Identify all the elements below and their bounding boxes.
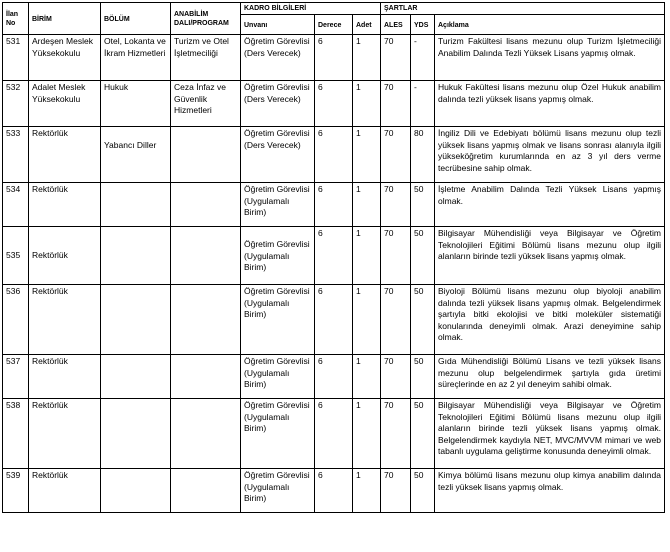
table-row [3,183,665,227]
cell-birim: Rektörlük [29,399,101,469]
cell-derece: 6 [315,81,353,127]
cell-ales: 70 [381,227,411,285]
header-group-row [3,3,665,15]
table-row [3,399,665,469]
cell-unvan: Öğretim Görevlisi (Ders Verecek) [241,35,315,81]
cell-anabilim [171,127,241,183]
header-bolum: BÖLÜM [101,3,171,35]
table-row [3,127,665,183]
header-adet: Adet [353,15,381,35]
cell-ales: 70 [381,355,411,399]
cell-yds: 80 [411,127,435,183]
cell-no: 534 [3,183,29,227]
header-yds: YDS [411,15,435,35]
header-ilan-no: İlan No [3,3,29,35]
cell-anabilim [171,399,241,469]
cell-yds: 50 [411,285,435,355]
cell-derece: 6 [315,355,353,399]
cell-no: 535 [3,227,29,285]
cell-yds: 50 [411,469,435,513]
header-anabilim: ANABİLİM DALI/PROGRAM [171,3,241,35]
cell-derece: 6 [315,183,353,227]
cell-yds: 50 [411,399,435,469]
header-unvani: Unvanı [241,15,315,35]
cell-adet: 1 [353,285,381,355]
cell-no: 532 [3,81,29,127]
cell-ales: 70 [381,127,411,183]
cell-unvan: Öğretim Görevlisi (Ders Verecek) [241,127,315,183]
cell-no: 539 [3,469,29,513]
cell-derece: 6 [315,127,353,183]
cell-derece: 6 [315,469,353,513]
cell-aciklama: Turizm Fakültesi lisans mezunu olup Turizm İşletmeciliği Anabilim Dalında Tezli Yüksek Lisans yapmış olmak. [435,35,665,81]
cell-adet: 1 [353,127,381,183]
cell-yds: - [411,81,435,127]
cell-birim: Rektörlük [29,183,101,227]
cell-bolum [101,183,171,227]
header-kadro-bilgileri: KADRO BİLGİLERİ [241,3,381,15]
cell-ales: 70 [381,35,411,81]
cell-birim: Rektörlük [29,355,101,399]
cell-adet: 1 [353,81,381,127]
cell-adet: 1 [353,355,381,399]
header-ales: ALES [381,15,411,35]
table-row [3,285,665,355]
cell-bolum: Otel, Lokanta ve İkram Hizmetleri [101,35,171,81]
cell-adet: 1 [353,399,381,469]
cell-anabilim [171,469,241,513]
cell-no: 537 [3,355,29,399]
cell-aciklama: Gıda Mühendisliği Bölümü Lisans ve tezli yüksek lisans mezunu olup belgelendirmek şartıyla gıda üretimi süreçlerinde en az 2 yıl deneyim sahibi olmak. [435,355,665,399]
cell-no: 536 [3,285,29,355]
cell-bolum [101,355,171,399]
cell-unvan: Öğretim Görevlisi (Uygulamalı Birim) [241,285,315,355]
header-birim: BİRİM [29,3,101,35]
cell-unvan: Öğretim Görevlisi (Uygulamalı Birim) [241,183,315,227]
cell-adet: 1 [353,183,381,227]
cell-ales: 70 [381,399,411,469]
cell-bolum [101,469,171,513]
table-row [3,355,665,399]
cell-ales: 70 [381,285,411,355]
cell-anabilim: Turizm ve Otel İşletmeciliği [171,35,241,81]
cell-unvan: Öğretim Görevlisi (Uygulamalı Birim) [241,355,315,399]
cell-adet: 1 [353,227,381,285]
cell-ales: 70 [381,81,411,127]
cell-unvan: Öğretim Görevlisi (Ders Verecek) [241,81,315,127]
document-sheet [2,2,668,548]
cell-bolum: Yabancı Diller [101,127,171,183]
cell-no: 531 [3,35,29,81]
cell-anabilim [171,183,241,227]
cell-birim: Adalet Meslek Yüksekokulu [29,81,101,127]
cell-aciklama: Bilgisayar Mühendisliği veya Bilgisayar ve Öğretim Teknolojileri Eğitimi Bölümü lisans mezunu olup ilgili alanların birinde tezli yüksek lisans yapmış olmak. Belgelendirmek kaydıyla NET, MVC/MVVM mimari ve web tabanlı uygulama geliştirme konusunda deneyimli olmak. [435,399,665,469]
cell-anabilim [171,285,241,355]
cell-aciklama: İşletme Anabilim Dalında Tezli Yüksek Lisans yapmış olmak. [435,183,665,227]
cell-bolum: Hukuk [101,81,171,127]
cell-anabilim: Ceza İnfaz ve Güvenlik Hizmetleri [171,81,241,127]
cell-aciklama: Kimya bölümü lisans mezunu olup kimya anabilim dalında tezli yüksek lisans yapmış olmak. [435,469,665,513]
header-sartlar: ŞARTLAR [381,3,665,15]
cell-bolum [101,399,171,469]
cell-ales: 70 [381,469,411,513]
table-row [3,469,665,513]
cell-birim: Rektörlük [29,127,101,183]
table-row [3,227,665,285]
cell-bolum [101,285,171,355]
cell-unvan: Öğretim Görevlisi (Uygulamalı Birim) [241,469,315,513]
cell-adet: 1 [353,469,381,513]
cell-derece: 6 [315,399,353,469]
cell-aciklama: Bilgisayar Mühendisliği veya Bilgisayar ve Öğretim Teknolojileri Eğitimi Bölümü lisans mezunu olup ilgili alanların birinde tezli yüksek lisans yapmış olmak. [435,227,665,285]
cell-birim: Ardeşen Meslek Yüksekokulu [29,35,101,81]
cell-yds: 50 [411,183,435,227]
cell-yds: 50 [411,227,435,285]
cell-derece: 6 [315,285,353,355]
cell-no: 538 [3,399,29,469]
cell-no: 533 [3,127,29,183]
cell-derece: 6 [315,227,353,285]
cell-anabilim [171,355,241,399]
cell-bolum [101,227,171,285]
header-derece: Derece [315,15,353,35]
cell-aciklama: Hukuk Fakültesi lisans mezunu olup Özel Hukuk anabilim dalında tezli yüksek lisans yapmış olmak. [435,81,665,127]
cell-derece: 6 [315,35,353,81]
cell-birim: Rektörlük [29,285,101,355]
cell-yds: - [411,35,435,81]
cell-aciklama: İngiliz Dili ve Edebiyatı bölümü lisans mezunu olup tezli yüksek lisans yapmış olmak ve lisans sonrası alanıyla ilgili yükseköğretim kurumlarında en az 3 yıl ders verme tecrübesine sahip olmak. [435,127,665,183]
cell-birim: Rektörlük [29,227,101,285]
cell-ales: 70 [381,183,411,227]
table-row [3,35,665,81]
cell-unvan: Öğretim Görevlisi (Uygulamalı Birim) [241,399,315,469]
job-listing-table [2,2,665,513]
cell-birim: Rektörlük [29,469,101,513]
header-aciklama: Açıklama [435,15,665,35]
table-row [3,81,665,127]
cell-anabilim [171,227,241,285]
cell-unvan: Öğretim Görevlisi (Uygulamalı Birim) [241,227,315,285]
cell-yds: 50 [411,355,435,399]
cell-adet: 1 [353,35,381,81]
cell-aciklama: Biyoloji Bölümü lisans mezunu olup biyoloji anabilim dalında tezli yüksek lisans yapmış olmak. Belgelendirmek şartıyla bitki ekolojisi ve bitki moleküler sistematiği konularında deneyimli olmak. Arazi deneyimine sahip olmak. [435,285,665,355]
